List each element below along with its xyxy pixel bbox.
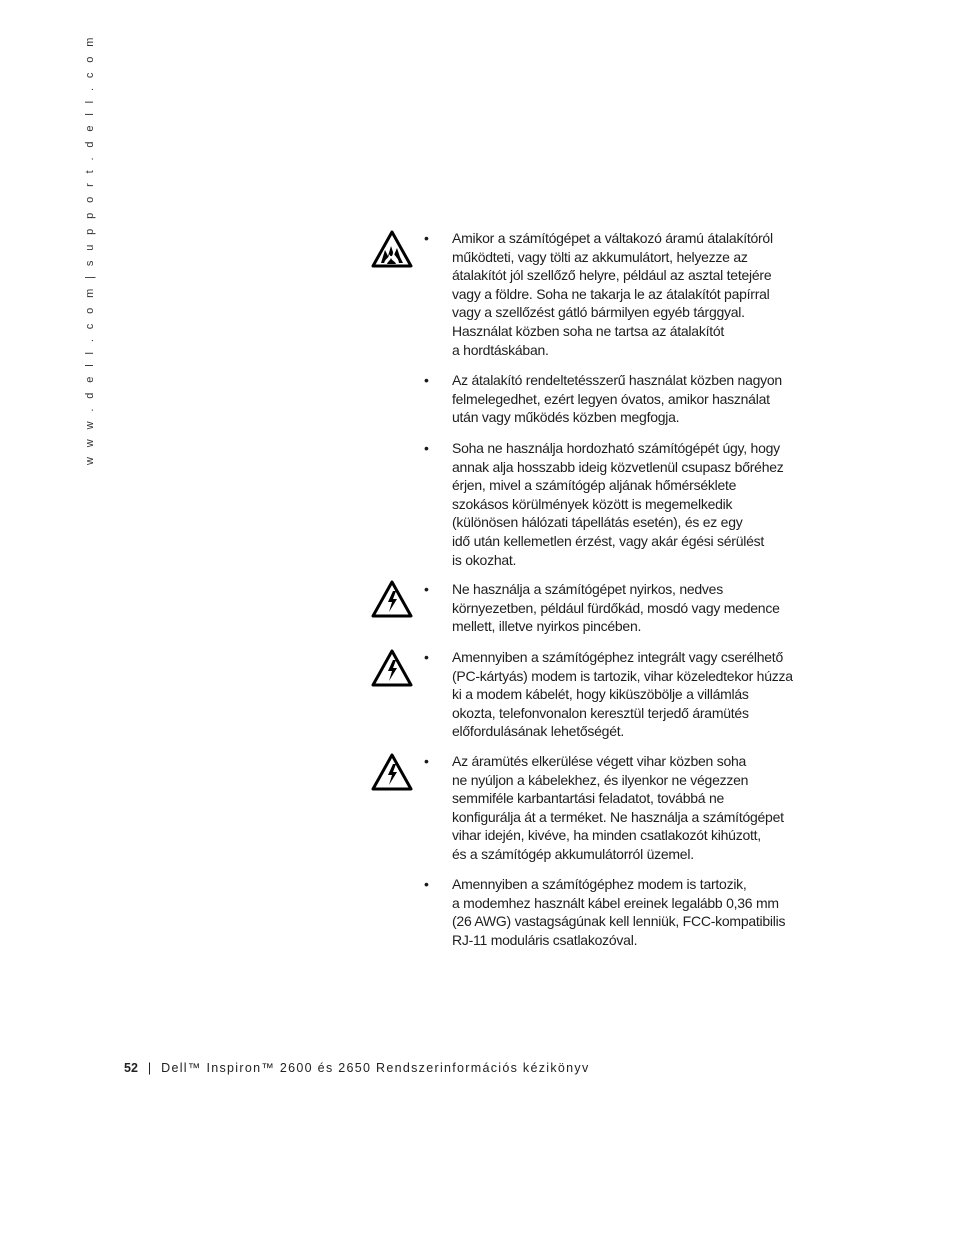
bullet-marker: •: [424, 753, 429, 769]
bullet-marker: •: [424, 876, 429, 892]
list-item-text: Amennyiben a számítógéphez modem is tartozik, a modemhez használt kábel ereinek legalább 0,36 mm (26 AWG) vastagságúnak kell lenniük, FCC-kompatibilis RJ-11 moduláris csatlakozóval.: [452, 876, 786, 948]
page-footer: [124, 1061, 590, 1075]
bullet-marker: •: [424, 372, 429, 388]
bullet-marker: •: [424, 581, 429, 597]
list-item-text: Ne használja a számítógépet nyirkos, nedves környezetben, például fürdőkád, mosdó vagy medence mellett, illetve nyirkos pincében.: [452, 581, 780, 635]
list-item-text: Az áramütés elkerülése végett vihar közben soha ne nyúljon a kábelekhez, és ilyenkor ne végezzen semmiféle karbantartási feladatot, továbbá ne konfigurálja át a terméket. Ne használja a számítógépet vihar idején, kivéve, ha minden csatlakozót kihúzott, és a számítógép akkumulátorról üzemel.: [452, 753, 784, 862]
bullet-marker: •: [424, 649, 429, 665]
page-number: 52: [124, 1061, 138, 1075]
electrical-shock-warning-icon: [371, 649, 413, 687]
bullet-marker: •: [424, 230, 429, 246]
list-item-text: Amennyiben a számítógéphez integrált vagy cserélhető (PC-kártyás) modem is tartozik, vihar közeledtekor húzza ki a modem kábelét, hogy kiküszöbölje a villámlás okozta, telefonvonalon keresztül terjedő áramütés előfordulásának lehetőségét.: [452, 649, 793, 740]
list-item-text: Az átalakító rendeltetésszerű használat közben nagyon felmelegedhet, ezért legyen óvatos, amikor használat után vagy működés közben megfogja.: [452, 372, 782, 426]
list-item-text: Soha ne használja hordozható számítógépét úgy, hogy annak alja hosszabb ideig közvetlenül csupasz bőréhez érjen, mivel a számítógép aljának hőmérséklete szokásos körülmények között is megemelkedik (különösen hálózati tápellátás esetén), és ez egy idő után kellemetlen érzést, vagy akár égési sérülést is okozhat.: [452, 440, 784, 568]
footer-separator: |: [147, 1061, 152, 1075]
electrical-shock-warning-icon: [371, 580, 413, 618]
document-title: Dell™ Inspiron™ 2600 és 2650 Rendszerinformációs kézikönyv: [161, 1061, 590, 1075]
bullet-marker: •: [424, 440, 429, 456]
electrical-shock-warning-icon: [371, 753, 413, 791]
hot-surface-warning-icon: [371, 230, 413, 268]
sidebar-url: w w w . d e l l . c o m | s u p p o r t . d e l l . c o m: [84, 34, 96, 465]
list-item-text: Amikor a számítógépet a váltakozó áramú átalakítóról működteti, vagy tölti az akkumulátort, helyezze az átalakítót jól szellőző helyre, például az asztal tetejére vagy a földre. Soha ne takarja le az átalakítót papírral vagy a szellőzést gátló bármilyen egyéb tárggyal. Használat közben soha ne tartsa az átalakítót a hordtáskában.: [452, 230, 773, 358]
